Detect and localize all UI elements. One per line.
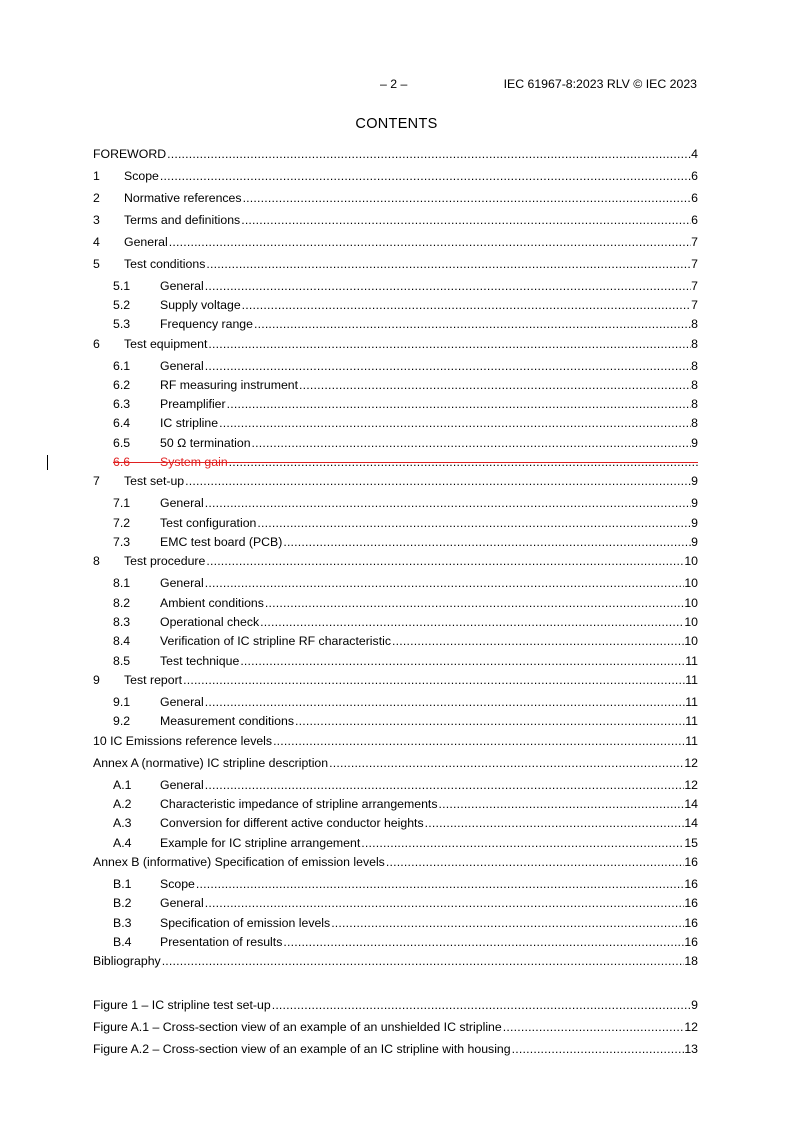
toc-entry-5-1[interactable]: 5.1 General ..... 7 (113, 278, 698, 294)
toc-entry-5-3[interactable]: 5.3 Frequency range ..... 8 (113, 316, 698, 332)
figure-entry-1[interactable]: Figure 1 – IC stripline test set-up ..... 9 (93, 997, 698, 1013)
figure-entry-a1[interactable]: Figure A.1 – Cross-section view of an example of an unshielded IC stripline ..... 12 (93, 1019, 698, 1035)
toc-entry-6-5[interactable]: 6.5 50 Ω termination ..... 9 (113, 435, 698, 451)
toc-entry-b-1[interactable]: B.1 Scope ..... 16 (113, 876, 698, 892)
toc-entry-6-1[interactable]: 6.1 General ..... 8 (113, 358, 698, 374)
toc-entry-8-5[interactable]: 8.5 Test technique ..... 11 (113, 653, 698, 669)
document-id: IEC 61967-8:2023 RLV © IEC 2023 (503, 77, 697, 91)
toc-entry-8-4[interactable]: 8.4 Verification of IC stripline RF characteristic ..... 10 (113, 633, 698, 649)
toc-entry-7[interactable]: 7 Test set-up ..... 9 (93, 473, 698, 489)
toc-entry-a-4[interactable]: A.4 Example for IC stripline arrangement ..... 15 (113, 835, 698, 851)
toc-entry-1[interactable]: 1 Scope ..... 6 (93, 168, 698, 184)
toc-entry-5[interactable]: 5 Test conditions ..... 7 (93, 256, 698, 272)
toc-entry-a-3[interactable]: A.3 Conversion for different active conductor heights ..... 14 (113, 815, 698, 831)
toc-entry-6-2[interactable]: 6.2 RF measuring instrument ..... 8 (113, 377, 698, 393)
toc-entry-8-3[interactable]: 8.3 Operational check ..... 10 (113, 614, 698, 630)
toc-entry-3[interactable]: 3 Terms and definitions ..... 6 (93, 212, 698, 228)
toc-entry-6-3[interactable]: 6.3 Preamplifier ..... 8 (113, 396, 698, 412)
toc-entry-7-3[interactable]: 7.3 EMC test board (PCB) ..... 9 (113, 534, 698, 550)
toc-entry-9-2[interactable]: 9.2 Measurement conditions ..... 11 (113, 713, 698, 729)
figure-entry-a2[interactable]: Figure A.2 – Cross-section view of an example of an IC stripline with housing ..... 13 (93, 1041, 698, 1057)
toc-entry-6[interactable]: 6 Test equipment ..... 8 (93, 336, 698, 352)
toc-entry-b-2[interactable]: B.2 General ..... 16 (113, 895, 698, 911)
toc-entry-bibliography[interactable]: Bibliography ..... 18 (93, 953, 698, 969)
toc-entry-b-4[interactable]: B.4 Presentation of results ..... 16 (113, 934, 698, 950)
toc-entry-foreword[interactable]: FOREWORD ..... 4 (93, 146, 698, 162)
toc-entry-7-1[interactable]: 7.1 General ..... 9 (113, 495, 698, 511)
toc-entry-b-3[interactable]: B.3 Specification of emission levels ..... 16 (113, 915, 698, 931)
strikethrough-line (113, 462, 698, 463)
toc-entry-6-4[interactable]: 6.4 IC stripline ..... 8 (113, 415, 698, 431)
toc-entry-8-2[interactable]: 8.2 Ambient conditions ..... 10 (113, 595, 698, 611)
toc-entry-a-1[interactable]: A.1 General ..... 12 (113, 777, 698, 793)
toc-entry-4[interactable]: 4 General ..... 7 (93, 234, 698, 250)
toc-entry-8-1[interactable]: 8.1 General ..... 10 (113, 575, 698, 591)
toc-entry-annex-a[interactable]: Annex A (normative) IC stripline description ..... 12 (93, 755, 698, 771)
page-header (0, 77, 793, 93)
page-number: – 2 – (380, 77, 408, 91)
toc-entry-2[interactable]: 2 Normative references ..... 6 (93, 190, 698, 206)
toc-entry-6-6-deleted[interactable]: 6.6 System gain ..... (113, 454, 698, 470)
change-bar (47, 455, 48, 470)
toc-entry-5-2[interactable]: 5.2 Supply voltage ..... 7 (113, 297, 698, 313)
toc-entry-10[interactable]: 10 IC Emissions reference levels ..... 11 (93, 733, 698, 749)
toc-entry-annex-b[interactable]: Annex B (informative) Specification of emission levels ..... 16 (93, 854, 698, 870)
toc-entry-9[interactable]: 9 Test report ..... 11 (93, 672, 698, 688)
toc-entry-8[interactable]: 8 Test procedure ..... 10 (93, 553, 698, 569)
toc-entry-7-2[interactable]: 7.2 Test configuration ..... 9 (113, 515, 698, 531)
toc-entry-9-1[interactable]: 9.1 General ..... 11 (113, 694, 698, 710)
toc-entry-a-2[interactable]: A.2 Characteristic impedance of stripline arrangements ..... 14 (113, 796, 698, 812)
page-title: CONTENTS (355, 116, 438, 132)
